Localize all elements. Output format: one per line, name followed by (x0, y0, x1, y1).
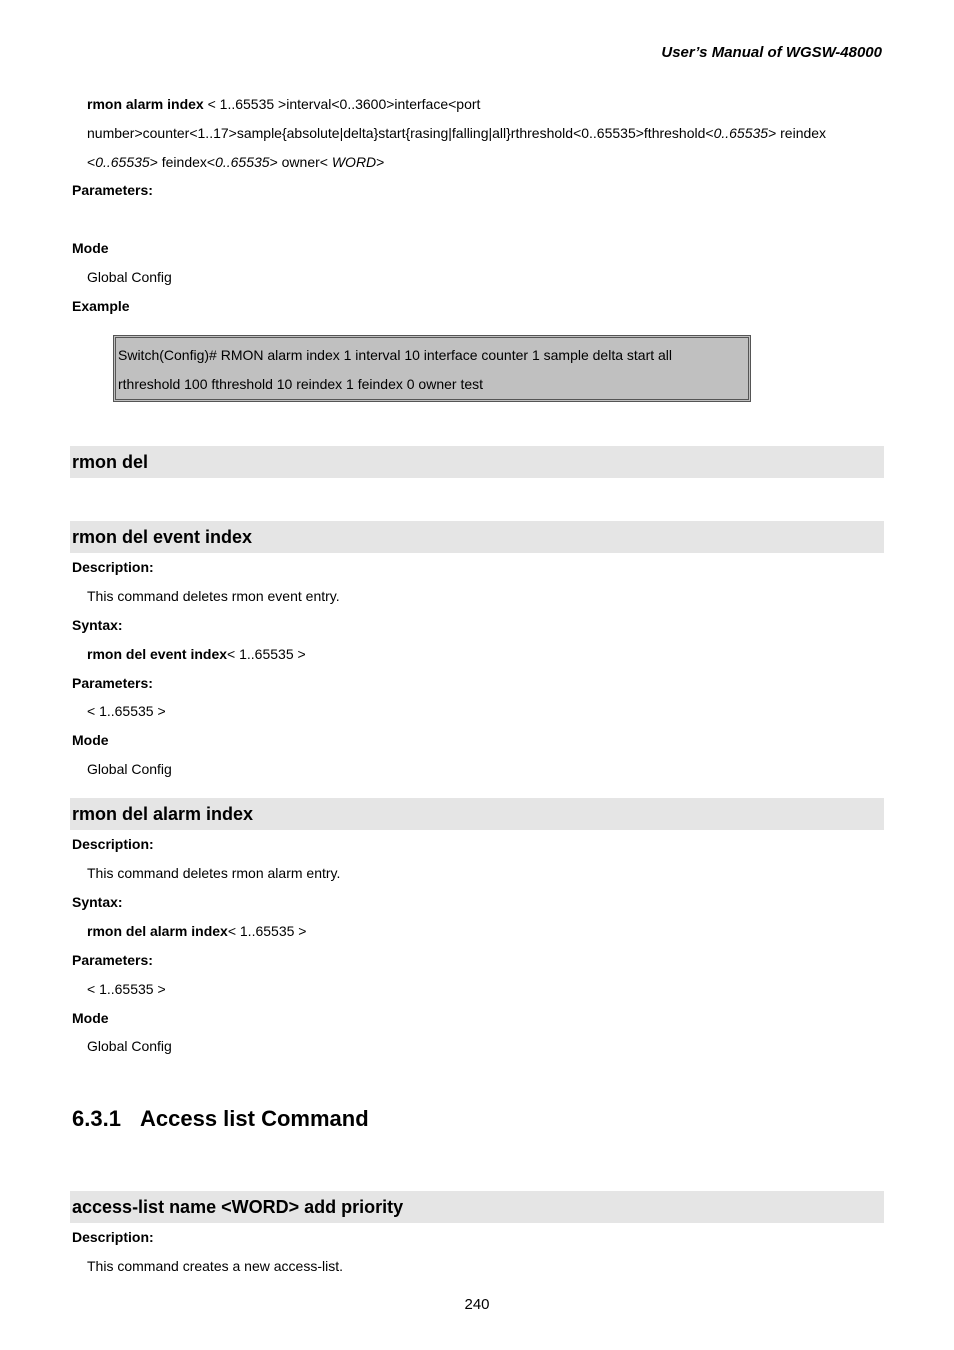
mode-value: Global Config (87, 761, 172, 777)
mode-label: Mode (72, 1010, 109, 1026)
section-heading (72, 1106, 369, 1132)
rmon-del-heading-bar (70, 446, 884, 478)
alarm-syntax-italic: 0..65535 (95, 154, 150, 170)
access-list-heading: access-list name <WORD> add priority (72, 1197, 404, 1217)
description-label: Description: (72, 559, 154, 575)
syntax-line (87, 923, 306, 939)
alarm-syntax-args: < 1..65535 >interval<0..3600>interface<port (203, 96, 481, 112)
syntax-argument: < 1..65535 > (227, 923, 307, 939)
alarm-syntax-part: > (376, 154, 385, 170)
syntax-command: rmon del event index (87, 646, 228, 662)
description-label: Description: (72, 836, 154, 852)
parameters-value: < 1..65535 > (87, 981, 166, 997)
syntax-label: Syntax: (72, 894, 123, 910)
parameters-value: < 1..65535 > (87, 703, 166, 719)
alarm-syntax-line-3 (87, 154, 384, 170)
syntax-line (87, 646, 306, 662)
rmon-del-alarm-heading-bar (70, 798, 884, 830)
example-label: Example (72, 298, 130, 314)
section-number: 6.3.1 (72, 1106, 121, 1131)
alarm-syntax-italic: 0..65535 (215, 154, 270, 170)
page-number: 240 (464, 1296, 490, 1313)
alarm-syntax-line-1 (87, 96, 480, 112)
alarm-syntax-part: number>counter<1..17>sample{absolute|delta}start{rasing|falling|all}rthreshold<0..65535>fthreshold< (87, 125, 714, 141)
access-list-heading-bar (70, 1191, 884, 1223)
rmon-del-heading: rmon del (72, 452, 149, 472)
alarm-syntax-italic: WORD (331, 154, 377, 170)
syntax-command: rmon del alarm index (87, 923, 228, 939)
rmon-del-alarm-heading: rmon del alarm index (72, 804, 254, 824)
alarm-syntax-line-2 (87, 125, 826, 141)
rmon-del-event-heading: rmon del event index (72, 527, 253, 547)
example-code-line-2: rthreshold 100 fthreshold 10 reindex 1 feindex 0 owner test (118, 376, 484, 392)
mode-label: Mode (72, 240, 109, 256)
description-label: Description: (72, 1229, 154, 1245)
section-title: Access list Command (140, 1106, 369, 1131)
parameters-label: Parameters: (72, 675, 153, 691)
syntax-argument: < 1..65535 > (227, 646, 306, 662)
rmon-del-event-heading-bar (70, 521, 884, 553)
example-code-box (113, 335, 751, 402)
mode-value: Global Config (87, 1038, 172, 1054)
mode-label: Mode (72, 732, 109, 748)
example-code-line-1: Switch(Config)# RMON alarm index 1 interval 10 interface counter 1 sample delta start all (118, 347, 673, 363)
mode-value: Global Config (87, 269, 172, 285)
description-text: This command deletes rmon alarm entry. (87, 865, 341, 881)
alarm-syntax-part: > feindex< (149, 154, 216, 170)
alarm-syntax-part: > reindex (768, 125, 827, 141)
alarm-syntax-command: rmon alarm index (87, 96, 204, 112)
syntax-label: Syntax: (72, 617, 123, 633)
description-text: This command deletes rmon event entry. (87, 588, 340, 604)
parameters-label: Parameters: (72, 182, 153, 198)
alarm-syntax-italic: 0..65535 (713, 125, 769, 141)
manual-header: User’s Manual of WGSW-48000 (661, 44, 882, 61)
description-text: This command creates a new access-list. (87, 1258, 343, 1274)
alarm-syntax-part: > owner< (269, 154, 332, 170)
parameters-label: Parameters: (72, 952, 153, 968)
alarm-syntax-part: < (87, 154, 96, 170)
